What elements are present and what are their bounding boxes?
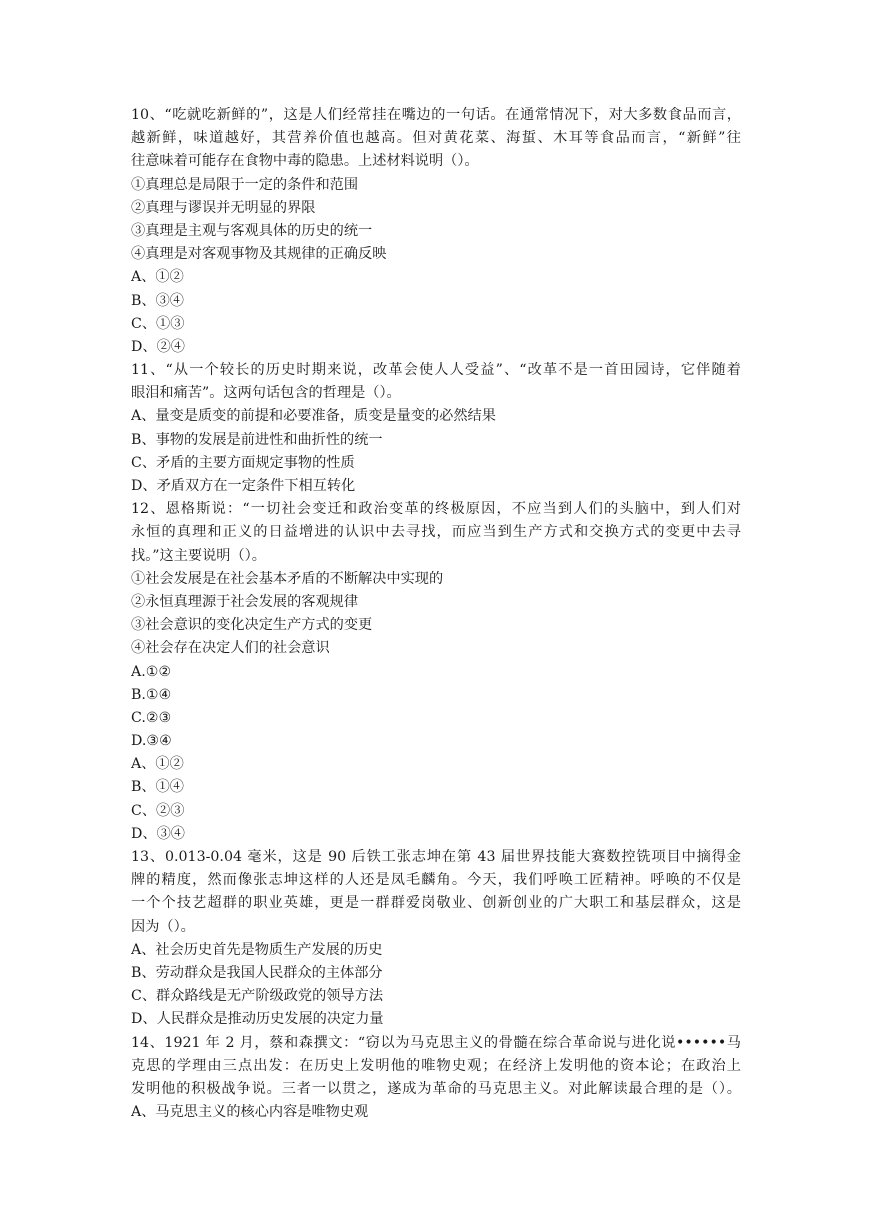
text-line: 因为（）。 [131,918,195,935]
text-line: C、①③ [131,315,185,332]
text-line: A、①② [131,756,184,773]
text-line: 一个个技艺超群的职业英雄，更是一群群爱岗敬业、创新创业的广大职工和基层群众，这是 [131,895,741,912]
text-line: ②真理与谬误并无明显的界限 [131,199,316,216]
text-line: ④真理是对客观事物及其规律的正确反映 [131,246,387,263]
text-line: C、群众路线是无产阶级政党的领导方法 [131,988,384,1005]
text-line: 克思的学理由三点出发：在历史上发明他的唯物史观；在经济上发明他的资本论；在政治上 [131,1057,741,1074]
text-line: 12、恩格斯说：“一切社会变迁和政治变革的终极原因，不应当到人们的头脑中，到人们对 [131,501,741,518]
text-line: B、劳动群众是我国人民群众的主体部分 [131,964,383,981]
text-line: 眼泪和痛苦”。这两句话包含的哲理是（）。 [131,385,401,402]
text-line: ③真理是主观与客观具体的历史的统一 [131,222,373,239]
text-line: 10、“吃就吃新鲜的”，这是人们经常挂在嘴边的一句话。在通常情况下，对大多数食品而言， [131,107,741,123]
text-line: D、③④ [131,825,185,842]
text-line: ②永恒真理源于社会发展的客观规律 [131,593,359,610]
text-line: 14、1921 年 2 月，蔡和森撰文：“窃以为马克思主义的骨髓在综合革命说与进化说••••••马 [131,1034,741,1051]
text-line: ④社会存在决定人们的社会意识 [131,640,330,657]
text-line: B.①④ [131,686,172,703]
text-line: A、社会历史首先是物质生产发展的历史 [131,941,383,958]
text-line: A、量变是质变的前提和必要准备，质变是量变的必然结果 [131,408,496,425]
text-line: 11、“从一个较长的历史时期来说，改革会使人人受益”、“改革不是一首田园诗，它伴随着 [131,362,741,379]
text-line: B、事物的发展是前进性和曲折性的统一 [131,431,383,448]
text-line: D、矛盾双方在一定条件下相互转化 [131,478,356,494]
text-line: 牌的精度，然而像张志坤这样的人还是凤毛麟角。今天，我们呼唤工匠精神。呼唤的不仅是 [131,872,741,889]
text-line: C、②③ [131,802,185,819]
text-line: 往意味着可能存在食物中毒的隐患。上述材料说明（）。 [131,153,479,170]
text-line: A.①② [131,663,172,680]
text-line: D、②④ [131,338,185,355]
text-line: D、人民群众是推动历史发展的决定力量 [131,1011,384,1028]
text-line: ①真理总是局限于一定的条件和范围 [131,176,359,193]
text-line: C、矛盾的主要方面规定事物的性质 [131,454,355,471]
text-line: 永恒的真理和正义的日益增进的认识中去寻找，而应当到生产方式和交换方式的变更中去寻 [131,524,741,541]
text-line: C.②③ [131,709,172,726]
text-line: B、①④ [131,779,184,796]
text-line: D.③④ [131,733,172,750]
text-line: ①社会发展是在社会基本矛盾的不断解决中实现的 [131,570,444,587]
text-line: 找。”这主要说明（）。 [131,547,266,564]
text-line: ③社会意识的变化决定生产方式的变更 [131,617,373,634]
text-line: B、③④ [131,292,184,309]
text-line: A、①② [131,269,184,286]
text-line: 越新鲜，味道越好，其营养价值也越高。但对黄花菜、海蜇、木耳等食品而言，“新鲜”往 [131,130,741,147]
text-line: A、马克思主义的核心内容是唯物史观 [131,1104,369,1121]
text-line: 发明他的积极战争说。三者一以贯之，遂成为革命的马克思主义。对此解读最合理的是（）。 [131,1080,741,1097]
document-body [131,104,741,1124]
text-line: 13、0.013-0.04 毫米，这是 90 后铁工张志坤在第 43 届世界技能大赛数控铣项目中摘得金 [131,849,741,865]
